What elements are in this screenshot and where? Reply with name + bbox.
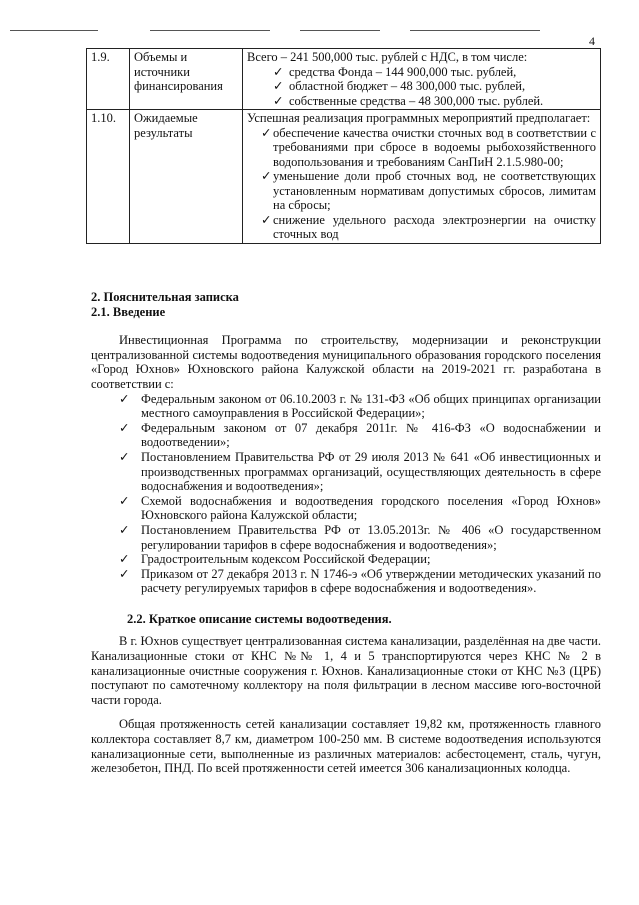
header-rule (300, 30, 380, 31)
system-description-paragraph: В г. Юхнов существует централизованная система канализации, разделённая на две части. Канализационные стоки от КНС №№ 1, 4 и 5 транспортируются через КНС № 2 в канализационные очистные сооружения г. Юхнов. Канализационные стоки от КНС №3 (ЦРБ) поступают по самотечному коллектору на поля фильтрации в лесном массиве юго-восточной части города. (91, 634, 601, 707)
check-icon: ✓ (273, 79, 284, 93)
check-icon: ✓ (119, 420, 130, 435)
list-item-text: уменьшение доли проб сточных вод, не соответствующих установленным нормативам допустимых сбросов, лимитам на сбросы; (273, 169, 596, 212)
page-number: 4 (589, 34, 595, 48)
list-item-text: снижение удельного расхода электроэнергии на очистку сточных вод (273, 212, 596, 241)
passport-table (86, 48, 601, 244)
check-icon: ✓ (119, 552, 130, 567)
results-intro: Успешная реализация программных мероприятий предполагает: (247, 111, 591, 125)
list-item (247, 94, 596, 109)
list-item-text: собственные средства – 48 300,000 тыс. рублей. (289, 93, 544, 108)
list-item (119, 392, 601, 421)
subsection-title: 2.2. Краткое описание системы водоотведения. (127, 611, 392, 626)
check-icon: ✓ (261, 169, 272, 183)
list-item-text: Федеральным законом от 06.10.2003 г. № 131-ФЗ «Об общих принципах организации местного самоуправления в Российской Федерации»; (141, 391, 601, 421)
list-item-text: Постановлением Правительства РФ от 13.05.2013г. № 406 «О государственном регулировании тарифов в сфере водоснабжения и водоотведения»; (141, 522, 601, 552)
legal-basis-list (91, 392, 601, 596)
row-content (243, 49, 601, 110)
check-icon: ✓ (119, 522, 130, 537)
list-item (247, 169, 596, 213)
list-item-text: средства Фонда – 144 900,000 тыс. рублей, (289, 64, 517, 79)
header-rule (10, 30, 98, 31)
section-2 (91, 290, 601, 776)
row-content (243, 110, 601, 244)
row-number: 1.10. (87, 110, 130, 244)
list-item (247, 213, 596, 242)
check-icon: ✓ (261, 125, 272, 140)
row-number: 1.9. (87, 49, 130, 110)
list-item (119, 450, 601, 494)
check-icon: ✓ (261, 212, 272, 227)
check-icon: ✓ (119, 566, 130, 581)
row-header: Объемы и источники финансирования (130, 49, 243, 110)
list-item (119, 567, 601, 596)
list-item-text: областной бюджет – 48 300,000 тыс. рублей, (289, 79, 526, 93)
network-length-paragraph: Общая протяженность сетей канализации составляет 19,82 км, протяженность главного коллектора составляет 8,7 км, диаметром 100-250 мм. В системе водоотведения используются канализационные сети, выполненные из различных материалов: асбестоцемент, сталь, чугун, железобетон, ПНД. По всей протяженности сетей имеется 306 канализационных колодца. (91, 717, 601, 776)
list-item (119, 523, 601, 552)
list-item-text: Постановлением Правительства РФ от 29 июля 2013 № 641 «Об инвестиционных и производственных программах организаций, осуществляющих деятельность в сфере водоснабжения и водоотведения»; (141, 449, 601, 494)
section-title: 2. Пояснительная записка (91, 290, 239, 304)
check-icon: ✓ (119, 391, 130, 406)
list-item (119, 552, 601, 567)
list-item-text: Приказом от 27 декабря 2013 г. N 1746-э «Об утверждении методических указаний по расчету регулируемых тарифов в сфере водоснабжения и водоотведения». (141, 566, 601, 596)
list-item-text: Схемой водоснабжения и водоотведения городского поселения «Город Юхнов» Юхновского района Калужской области; (141, 493, 601, 523)
list-item (119, 421, 601, 450)
table-row (87, 49, 601, 110)
check-icon: ✓ (273, 64, 284, 79)
list-item (247, 126, 596, 170)
funding-total: Всего – 241 500,000 тыс. рублей с НДС, в том числе: (247, 50, 528, 64)
table-row (87, 110, 601, 244)
row-header: Ожидаемые результаты (130, 110, 243, 244)
list-item-text: Градостроительным кодексом Российской Федерации; (141, 552, 431, 567)
intro-paragraph: Инвестиционная Программа по строительству, модернизации и реконструкции централизованной системы водоотведения муниципального образования городского поселения «Город Юхнов» Юхновского района Калужской области на 2019-2021 гг. разработана в соответствии с: (91, 333, 601, 391)
header-rule (150, 30, 270, 31)
check-icon: ✓ (273, 93, 284, 108)
check-icon: ✓ (119, 449, 130, 464)
list-item (247, 79, 596, 94)
subsection-title: 2.1. Введение (91, 304, 166, 319)
list-item-text: обеспечение качества очистки сточных вод в соответствии с требованиями при сбросе в водоемы рыбохозяйственного водопользования и требованиям СанПиН 2.1.5.980-00; (273, 125, 596, 169)
list-item (247, 65, 596, 80)
list-item-text: Федеральным законом от 07 декабря 2011г. № 416-ФЗ «О водоснабжении и водоотведении»; (141, 420, 601, 450)
check-icon: ✓ (119, 493, 130, 508)
list-item (119, 494, 601, 523)
header-rule (410, 30, 540, 31)
